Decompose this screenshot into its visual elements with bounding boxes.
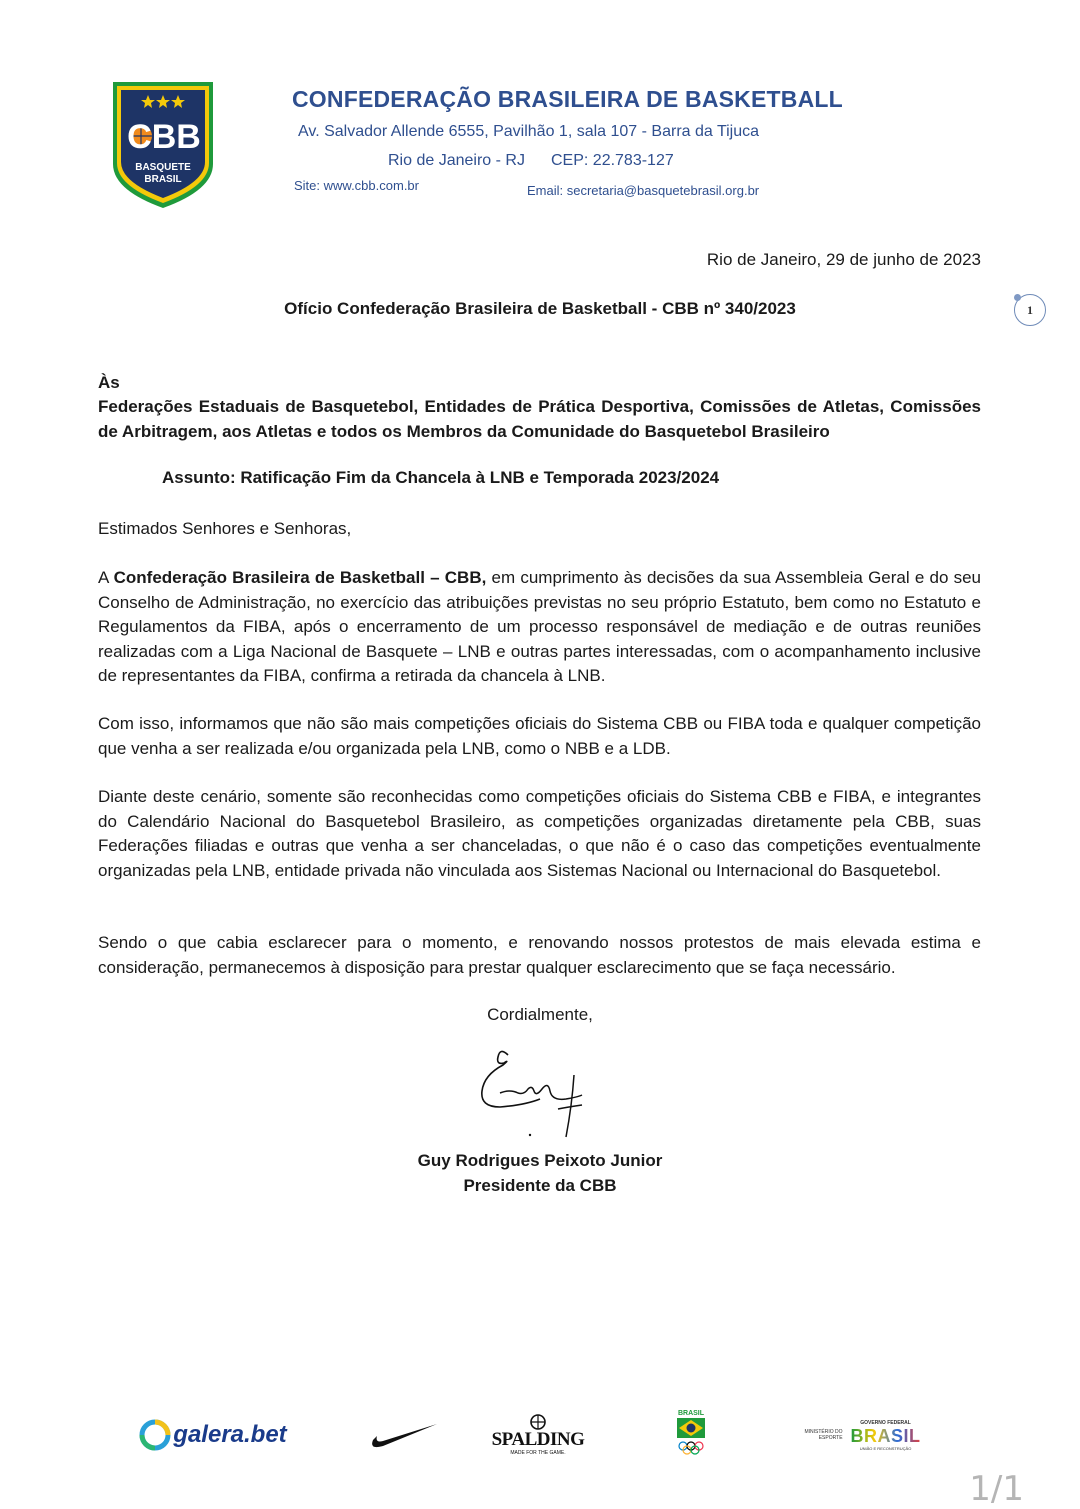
ministerio-line-2: ESPORTE [818, 1435, 843, 1441]
paragraph-4: Sendo o que cabia esclarecer para o momento, e renovando nossos protestos de mais elevada estima e consideração, permanecemos à disposição para prestar qualquer esclarecimento que se faça necessário. [98, 933, 981, 977]
org-city: Rio de Janeiro - RJ [388, 152, 525, 169]
svg-text:BASQUETE: BASQUETE [135, 162, 191, 173]
spalding-tagline: MADE FOR THE GAME. [510, 1450, 566, 1456]
org-title: CONFEDERAÇÃO BRASILEIRA DE BASKETBALL [292, 86, 843, 112]
org-site[interactable]: Site: www.cbb.com.br [294, 178, 419, 193]
paragraph-1-org: Confederação Brasileira de Basketball – CBB, [113, 568, 487, 587]
cob-flag-icon [676, 1418, 706, 1460]
governo-brasil-wordmark: BRASIL [850, 1425, 921, 1446]
sponsor-governo [800, 1405, 925, 1465]
spalding-ball-icon [528, 1414, 548, 1430]
paragraph-1 [98, 566, 981, 689]
ministerio-line-1: MINISTÉRIO DO [804, 1429, 843, 1435]
letter-greeting: Estimados Senhores e Senhoras, [98, 519, 352, 538]
nike-swoosh-icon [369, 1420, 439, 1450]
page-marker-dot [1014, 294, 1021, 301]
letter-subject: Assunto: Ratificação Fim da Chancela à LNB e Temporada 2023/2024 [162, 468, 720, 487]
org-address: Av. Salvador Allende 6555, Pavilhão 1, sala 107 - Barra da Tijuca [298, 123, 760, 140]
sponsor-galera-bet [138, 1405, 288, 1465]
paragraph-1-body: em cumprimento às decisões da sua Assembleia Geral e do seu Conselho de Administração, no exercício das atribuições previstas no seu próprio Estatuto, bem como no Estatuto e Regulamentos da FIBA, após o encerramento de um processo responsável de mediação e de outras reuniões realizadas com a Liga Nacional de Basquete – LNB e outras partes interessadas, com o acompanhamento inclusive de representantes da FIBA, confirma a retirada da chancela à LNB. [98, 568, 982, 685]
paragraph-1-lead: A [98, 568, 114, 587]
paragraph-2: Com isso, informamos que não são mais competições oficiais do Sistema CBB ou FIBA toda e qualquer competição que venha a ser realizada e/ou organizada pela LNB, como o NBB e a LDB. [98, 714, 981, 758]
governo-line: GOVERNO FEDERAL [860, 1419, 911, 1426]
signer-name: Guy Rodrigues Peixoto Junior [417, 1151, 663, 1170]
letter-recipients: Federações Estaduais de Basquetebol, Entidades de Prática Desportiva, Comissões de Atletas, Comissões de Arbitragem, aos Atletas e todos os Membros da Comunidade do Basquetebol Brasileiro [98, 397, 981, 441]
svg-text:BRASIL: BRASIL [144, 174, 182, 185]
governo-sub: UNIÃO E RECONSTRUÇÃO [859, 1445, 912, 1451]
sponsor-cob-brasil [672, 1405, 710, 1465]
page-counter: 1/1 [969, 1469, 1024, 1509]
cbb-logo [108, 78, 218, 210]
signer-title: Presidente da CBB [463, 1176, 617, 1195]
org-email[interactable]: Email: secretaria@basquetebrasil.org.br [527, 183, 760, 198]
letter-reference: Ofício Confederação Brasileira de Basketball - CBB nº 340/2023 [284, 299, 796, 318]
sponsor-spalding [492, 1405, 584, 1465]
page-marker[interactable]: 1 [1014, 294, 1046, 326]
letter-date: Rio de Janeiro, 29 de junho de 2023 [706, 250, 981, 269]
cob-brasil-text: BRASIL [677, 1410, 705, 1417]
spalding-wordmark: SPALDING [491, 1429, 585, 1450]
paragraph-3: Diante deste cenário, somente são reconhecidas como competições oficiais do Sistema CBB e FIBA, e integrantes do Calendário Nacional do Basquetebol Brasileiro, as competições organizadas diretamente pela CBB, suas Federações filiadas e outras que venha a ser chanceladas, o que não é o caso das competições eventualmente organizadas pela LNB, entidade privada não vinculada aos Sistemas Nacional ou Internacional do Basquetebol. [98, 787, 981, 880]
svg-text:CBB: CBB [127, 118, 201, 156]
galera-wordmark: galera.bet [173, 1421, 287, 1448]
org-cep: CEP: 22.783-127 [551, 152, 674, 169]
galera-icon [139, 1419, 171, 1451]
closing: Cordialmente, [487, 1005, 593, 1024]
sponsor-nike [368, 1405, 440, 1465]
signature [470, 1045, 595, 1140]
letter-to: Às [98, 373, 120, 392]
